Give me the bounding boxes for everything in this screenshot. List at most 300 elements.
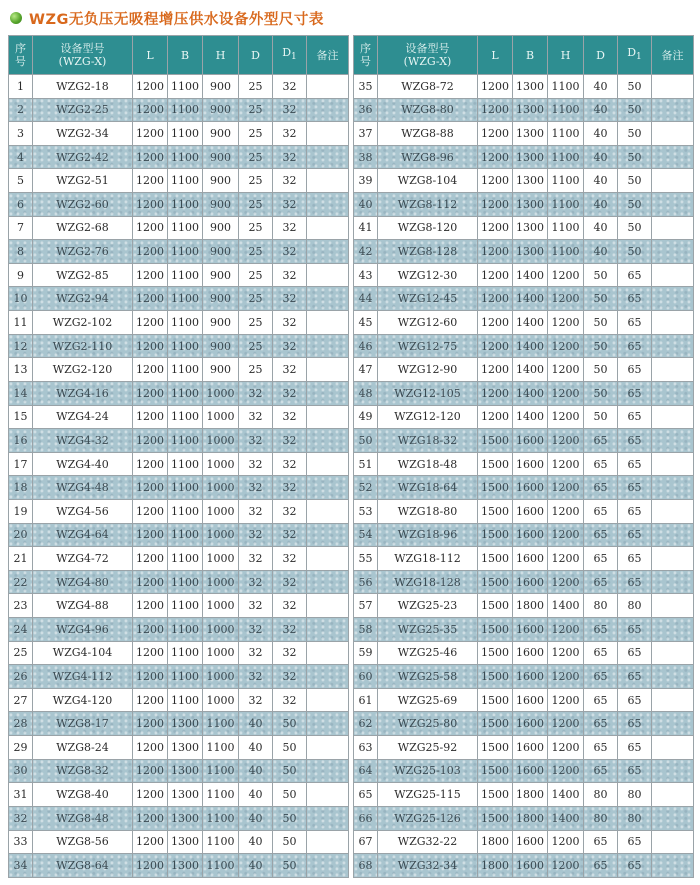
table-row [9, 759, 349, 783]
header-model: 设备型号 (WZG-X) [378, 36, 478, 75]
cell-d: 32 [239, 476, 273, 500]
cell-note [307, 806, 349, 830]
cell-no: 26 [9, 665, 33, 689]
table-row [354, 358, 694, 382]
cell-d1: 65 [618, 570, 652, 594]
cell-d: 25 [239, 169, 273, 193]
cell-model: WZG8-64 [33, 854, 133, 878]
table-row [9, 641, 349, 665]
cell-h: 1100 [203, 783, 239, 807]
cell-no: 25 [9, 641, 33, 665]
cell-note [307, 405, 349, 429]
table-row [9, 169, 349, 193]
cell-note [652, 736, 694, 760]
cell-d: 65 [584, 759, 618, 783]
cell-note [652, 405, 694, 429]
cell-d1: 65 [618, 641, 652, 665]
cell-d1: 65 [618, 452, 652, 476]
cell-note [652, 688, 694, 712]
cell-d1: 80 [618, 783, 652, 807]
table-row [9, 311, 349, 335]
cell-d1: 65 [618, 759, 652, 783]
cell-no: 28 [9, 712, 33, 736]
cell-b: 1400 [513, 263, 548, 287]
cell-model: WZG4-88 [33, 594, 133, 618]
cell-model: WZG25-103 [378, 759, 478, 783]
cell-model: WZG32-34 [378, 854, 478, 878]
cell-d1: 32 [273, 641, 307, 665]
cell-no: 23 [9, 594, 33, 618]
table-row [9, 594, 349, 618]
cell-d1: 65 [618, 665, 652, 689]
cell-model: WZG2-51 [33, 169, 133, 193]
cell-b: 1300 [513, 145, 548, 169]
cell-l: 1200 [133, 358, 168, 382]
cell-b: 1600 [513, 547, 548, 571]
cell-b: 1600 [513, 523, 548, 547]
cell-d1: 32 [273, 405, 307, 429]
table-row [9, 216, 349, 240]
cell-b: 1300 [168, 830, 203, 854]
cell-l: 1200 [478, 122, 513, 146]
cell-no: 64 [354, 759, 378, 783]
table-row [354, 334, 694, 358]
cell-h: 1000 [203, 405, 239, 429]
cell-note [307, 429, 349, 453]
cell-d: 65 [584, 688, 618, 712]
cell-h: 1000 [203, 381, 239, 405]
cell-d: 32 [239, 547, 273, 571]
cell-b: 1100 [168, 688, 203, 712]
cell-l: 1200 [133, 240, 168, 264]
cell-no: 60 [354, 665, 378, 689]
cell-h: 900 [203, 169, 239, 193]
cell-note [652, 547, 694, 571]
cell-note [652, 759, 694, 783]
table-row [354, 122, 694, 146]
cell-model: WZG18-112 [378, 547, 478, 571]
cell-note [307, 712, 349, 736]
cell-d: 25 [239, 216, 273, 240]
cell-model: WZG2-42 [33, 145, 133, 169]
cell-d1: 32 [273, 499, 307, 523]
cell-model: WZG12-105 [378, 381, 478, 405]
cell-d1: 65 [618, 736, 652, 760]
cell-l: 1500 [478, 618, 513, 642]
cell-b: 1400 [513, 405, 548, 429]
cell-no: 39 [354, 169, 378, 193]
cell-h: 900 [203, 75, 239, 99]
cell-model: WZG4-24 [33, 405, 133, 429]
cell-d: 65 [584, 830, 618, 854]
cell-note [307, 736, 349, 760]
cell-no: 21 [9, 547, 33, 571]
table-row [9, 358, 349, 382]
cell-d1: 32 [273, 523, 307, 547]
cell-d1: 65 [618, 334, 652, 358]
table-row [354, 712, 694, 736]
cell-h: 1000 [203, 594, 239, 618]
cell-d1: 65 [618, 547, 652, 571]
cell-no: 43 [354, 263, 378, 287]
table-row [354, 688, 694, 712]
cell-b: 1600 [513, 830, 548, 854]
cell-d: 25 [239, 287, 273, 311]
cell-l: 1200 [133, 854, 168, 878]
cell-d: 32 [239, 381, 273, 405]
cell-model: WZG25-46 [378, 641, 478, 665]
cell-note [307, 499, 349, 523]
cell-d1: 50 [273, 806, 307, 830]
cell-no: 57 [354, 594, 378, 618]
cell-b: 1600 [513, 452, 548, 476]
table-row [354, 523, 694, 547]
cell-b: 1600 [513, 641, 548, 665]
cell-b: 1100 [168, 405, 203, 429]
cell-note [652, 665, 694, 689]
cell-note [652, 287, 694, 311]
cell-no: 62 [354, 712, 378, 736]
table-row [9, 75, 349, 99]
cell-model: WZG8-112 [378, 193, 478, 217]
cell-h: 1000 [203, 429, 239, 453]
cell-no: 14 [9, 381, 33, 405]
cell-h: 1000 [203, 499, 239, 523]
cell-b: 1600 [513, 476, 548, 500]
cell-h: 1100 [203, 736, 239, 760]
cell-h: 1200 [548, 287, 584, 311]
cell-model: WZG2-76 [33, 240, 133, 264]
cell-d1: 50 [618, 75, 652, 99]
cell-b: 1300 [513, 216, 548, 240]
cell-h: 1200 [548, 499, 584, 523]
cell-note [652, 854, 694, 878]
cell-no: 34 [9, 854, 33, 878]
cell-no: 6 [9, 193, 33, 217]
cell-l: 1200 [478, 405, 513, 429]
cell-b: 1300 [168, 759, 203, 783]
header-row [9, 36, 349, 75]
cell-note [307, 523, 349, 547]
cell-d: 65 [584, 618, 618, 642]
spec-table-left [8, 35, 349, 878]
cell-l: 1200 [133, 476, 168, 500]
cell-model: WZG18-96 [378, 523, 478, 547]
table-row [9, 405, 349, 429]
header-d1: $D_1$ [618, 36, 652, 75]
cell-note [652, 476, 694, 500]
cell-d1: 32 [273, 452, 307, 476]
table-row [9, 712, 349, 736]
cell-no: 38 [354, 145, 378, 169]
cell-l: 1200 [133, 98, 168, 122]
cell-b: 1100 [168, 145, 203, 169]
cell-d: 40 [584, 75, 618, 99]
cell-h: 1100 [203, 759, 239, 783]
cell-note [307, 216, 349, 240]
cell-d: 32 [239, 405, 273, 429]
cell-l: 1200 [133, 641, 168, 665]
cell-d: 25 [239, 145, 273, 169]
cell-d1: 32 [273, 429, 307, 453]
cell-d1: 50 [618, 216, 652, 240]
cell-h: 1200 [548, 334, 584, 358]
cell-model: WZG4-56 [33, 499, 133, 523]
table-row [9, 452, 349, 476]
cell-h: 1200 [548, 358, 584, 382]
cell-b: 1600 [513, 759, 548, 783]
cell-model: WZG4-16 [33, 381, 133, 405]
cell-model: WZG4-112 [33, 665, 133, 689]
cell-b: 1100 [168, 193, 203, 217]
cell-no: 3 [9, 122, 33, 146]
cell-d: 65 [584, 641, 618, 665]
header-h: H [203, 36, 239, 75]
cell-note [307, 759, 349, 783]
table-row [354, 98, 694, 122]
cell-l: 1500 [478, 806, 513, 830]
cell-note [652, 193, 694, 217]
table-row [9, 334, 349, 358]
cell-h: 1200 [548, 429, 584, 453]
cell-h: 1100 [203, 806, 239, 830]
cell-d: 65 [584, 570, 618, 594]
cell-b: 1100 [168, 594, 203, 618]
table-row [354, 641, 694, 665]
cell-note [652, 358, 694, 382]
cell-l: 1200 [133, 736, 168, 760]
cell-note [307, 381, 349, 405]
header-row [354, 36, 694, 75]
cell-d1: 32 [273, 216, 307, 240]
cell-model: WZG2-18 [33, 75, 133, 99]
table-row [354, 452, 694, 476]
cell-d1: 65 [618, 476, 652, 500]
table-row [354, 547, 694, 571]
cell-l: 1500 [478, 688, 513, 712]
table-row [354, 381, 694, 405]
cell-model: WZG4-64 [33, 523, 133, 547]
cell-note [652, 712, 694, 736]
cell-h: 900 [203, 193, 239, 217]
cell-l: 1200 [133, 334, 168, 358]
table-row [9, 736, 349, 760]
cell-note [307, 193, 349, 217]
cell-h: 900 [203, 334, 239, 358]
cell-b: 1100 [168, 665, 203, 689]
cell-l: 1200 [478, 287, 513, 311]
cell-d1: 32 [273, 311, 307, 335]
cell-h: 1400 [548, 783, 584, 807]
cell-note [652, 429, 694, 453]
cell-no: 27 [9, 688, 33, 712]
cell-l: 1200 [478, 263, 513, 287]
cell-b: 1300 [513, 122, 548, 146]
cell-model: WZG8-80 [378, 98, 478, 122]
cell-d: 25 [239, 122, 273, 146]
cell-b: 1100 [168, 381, 203, 405]
cell-l: 1200 [133, 145, 168, 169]
cell-h: 1200 [548, 405, 584, 429]
cell-model: WZG12-30 [378, 263, 478, 287]
cell-no: 16 [9, 429, 33, 453]
cell-d1: 65 [618, 263, 652, 287]
cell-d1: 32 [273, 688, 307, 712]
cell-note [652, 311, 694, 335]
cell-note [652, 122, 694, 146]
cell-h: 1200 [548, 618, 584, 642]
cell-h: 1100 [548, 98, 584, 122]
cell-h: 900 [203, 98, 239, 122]
cell-b: 1600 [513, 712, 548, 736]
cell-d1: 50 [273, 830, 307, 854]
cell-no: 31 [9, 783, 33, 807]
table-row [9, 854, 349, 878]
cell-l: 1200 [133, 311, 168, 335]
cell-h: 900 [203, 287, 239, 311]
cell-d1: 65 [618, 712, 652, 736]
cell-d: 50 [584, 405, 618, 429]
table-row [9, 806, 349, 830]
cell-d1: 65 [618, 618, 652, 642]
table-row [9, 263, 349, 287]
cell-model: WZG18-80 [378, 499, 478, 523]
cell-note [652, 381, 694, 405]
cell-model: WZG2-102 [33, 311, 133, 335]
cell-note [307, 311, 349, 335]
cell-b: 1300 [513, 169, 548, 193]
cell-note [652, 98, 694, 122]
cell-d1: 32 [273, 75, 307, 99]
cell-l: 1500 [478, 665, 513, 689]
cell-b: 1300 [513, 193, 548, 217]
cell-d: 65 [584, 712, 618, 736]
table-row [9, 783, 349, 807]
cell-no: 56 [354, 570, 378, 594]
cell-no: 50 [354, 429, 378, 453]
cell-l: 1500 [478, 570, 513, 594]
cell-no: 45 [354, 311, 378, 335]
cell-model: WZG4-104 [33, 641, 133, 665]
cell-h: 1100 [548, 169, 584, 193]
cell-d1: 65 [618, 499, 652, 523]
cell-b: 1100 [168, 311, 203, 335]
cell-b: 1600 [513, 570, 548, 594]
cell-d1: 32 [273, 665, 307, 689]
cell-h: 1000 [203, 641, 239, 665]
cell-h: 1100 [203, 854, 239, 878]
cell-note [307, 783, 349, 807]
cell-note [652, 570, 694, 594]
cell-l: 1200 [133, 759, 168, 783]
title-bar [10, 6, 324, 30]
table-row [354, 429, 694, 453]
cell-b: 1300 [168, 736, 203, 760]
cell-model: WZG2-110 [33, 334, 133, 358]
cell-d1: 32 [273, 263, 307, 287]
cell-note [652, 452, 694, 476]
cell-no: 68 [354, 854, 378, 878]
cell-d: 32 [239, 618, 273, 642]
header-model: 设备型号 (WZG-X) [33, 36, 133, 75]
cell-d: 32 [239, 499, 273, 523]
cell-b: 1600 [513, 618, 548, 642]
cell-l: 1200 [133, 618, 168, 642]
cell-model: WZG12-90 [378, 358, 478, 382]
cell-b: 1600 [513, 736, 548, 760]
table-row [354, 240, 694, 264]
cell-d: 25 [239, 334, 273, 358]
cell-d: 25 [239, 240, 273, 264]
cell-note [307, 263, 349, 287]
cell-d1: 65 [618, 429, 652, 453]
cell-model: WZG2-85 [33, 263, 133, 287]
cell-d: 65 [584, 429, 618, 453]
cell-d1: 50 [273, 854, 307, 878]
cell-b: 1100 [168, 75, 203, 99]
cell-d1: 32 [273, 122, 307, 146]
cell-l: 1500 [478, 452, 513, 476]
header-l: L [133, 36, 168, 75]
cell-d: 40 [584, 193, 618, 217]
table-row [9, 122, 349, 146]
cell-l: 1200 [133, 216, 168, 240]
cell-no: 29 [9, 736, 33, 760]
cell-model: WZG8-128 [378, 240, 478, 264]
cell-note [652, 145, 694, 169]
cell-h: 1000 [203, 452, 239, 476]
cell-d1: 50 [273, 736, 307, 760]
cell-b: 1100 [168, 358, 203, 382]
cell-b: 1600 [513, 854, 548, 878]
cell-l: 1500 [478, 429, 513, 453]
cell-l: 1200 [133, 452, 168, 476]
cell-h: 1100 [548, 240, 584, 264]
cell-h: 1200 [548, 570, 584, 594]
cell-b: 1100 [168, 240, 203, 264]
cell-model: WZG25-115 [378, 783, 478, 807]
cell-h: 1400 [548, 594, 584, 618]
cell-l: 1200 [133, 429, 168, 453]
cell-no: 61 [354, 688, 378, 712]
cell-l: 1200 [478, 98, 513, 122]
table-row [9, 429, 349, 453]
cell-h: 1100 [203, 712, 239, 736]
cell-l: 1500 [478, 476, 513, 500]
cell-b: 1100 [168, 476, 203, 500]
cell-model: WZG8-88 [378, 122, 478, 146]
cell-d: 65 [584, 547, 618, 571]
cell-model: WZG25-126 [378, 806, 478, 830]
cell-l: 1800 [478, 830, 513, 854]
cell-d: 32 [239, 665, 273, 689]
cell-d1: 32 [273, 98, 307, 122]
cell-no: 8 [9, 240, 33, 264]
cell-l: 1500 [478, 712, 513, 736]
cell-d1: 32 [273, 193, 307, 217]
cell-no: 19 [9, 499, 33, 523]
cell-l: 1200 [478, 193, 513, 217]
table-row [354, 476, 694, 500]
cell-b: 1300 [513, 240, 548, 264]
cell-model: WZG4-32 [33, 429, 133, 453]
cell-d1: 65 [618, 311, 652, 335]
cell-note [652, 618, 694, 642]
header-l: L [478, 36, 513, 75]
cell-note [307, 169, 349, 193]
cell-h: 1200 [548, 311, 584, 335]
cell-l: 1200 [133, 122, 168, 146]
